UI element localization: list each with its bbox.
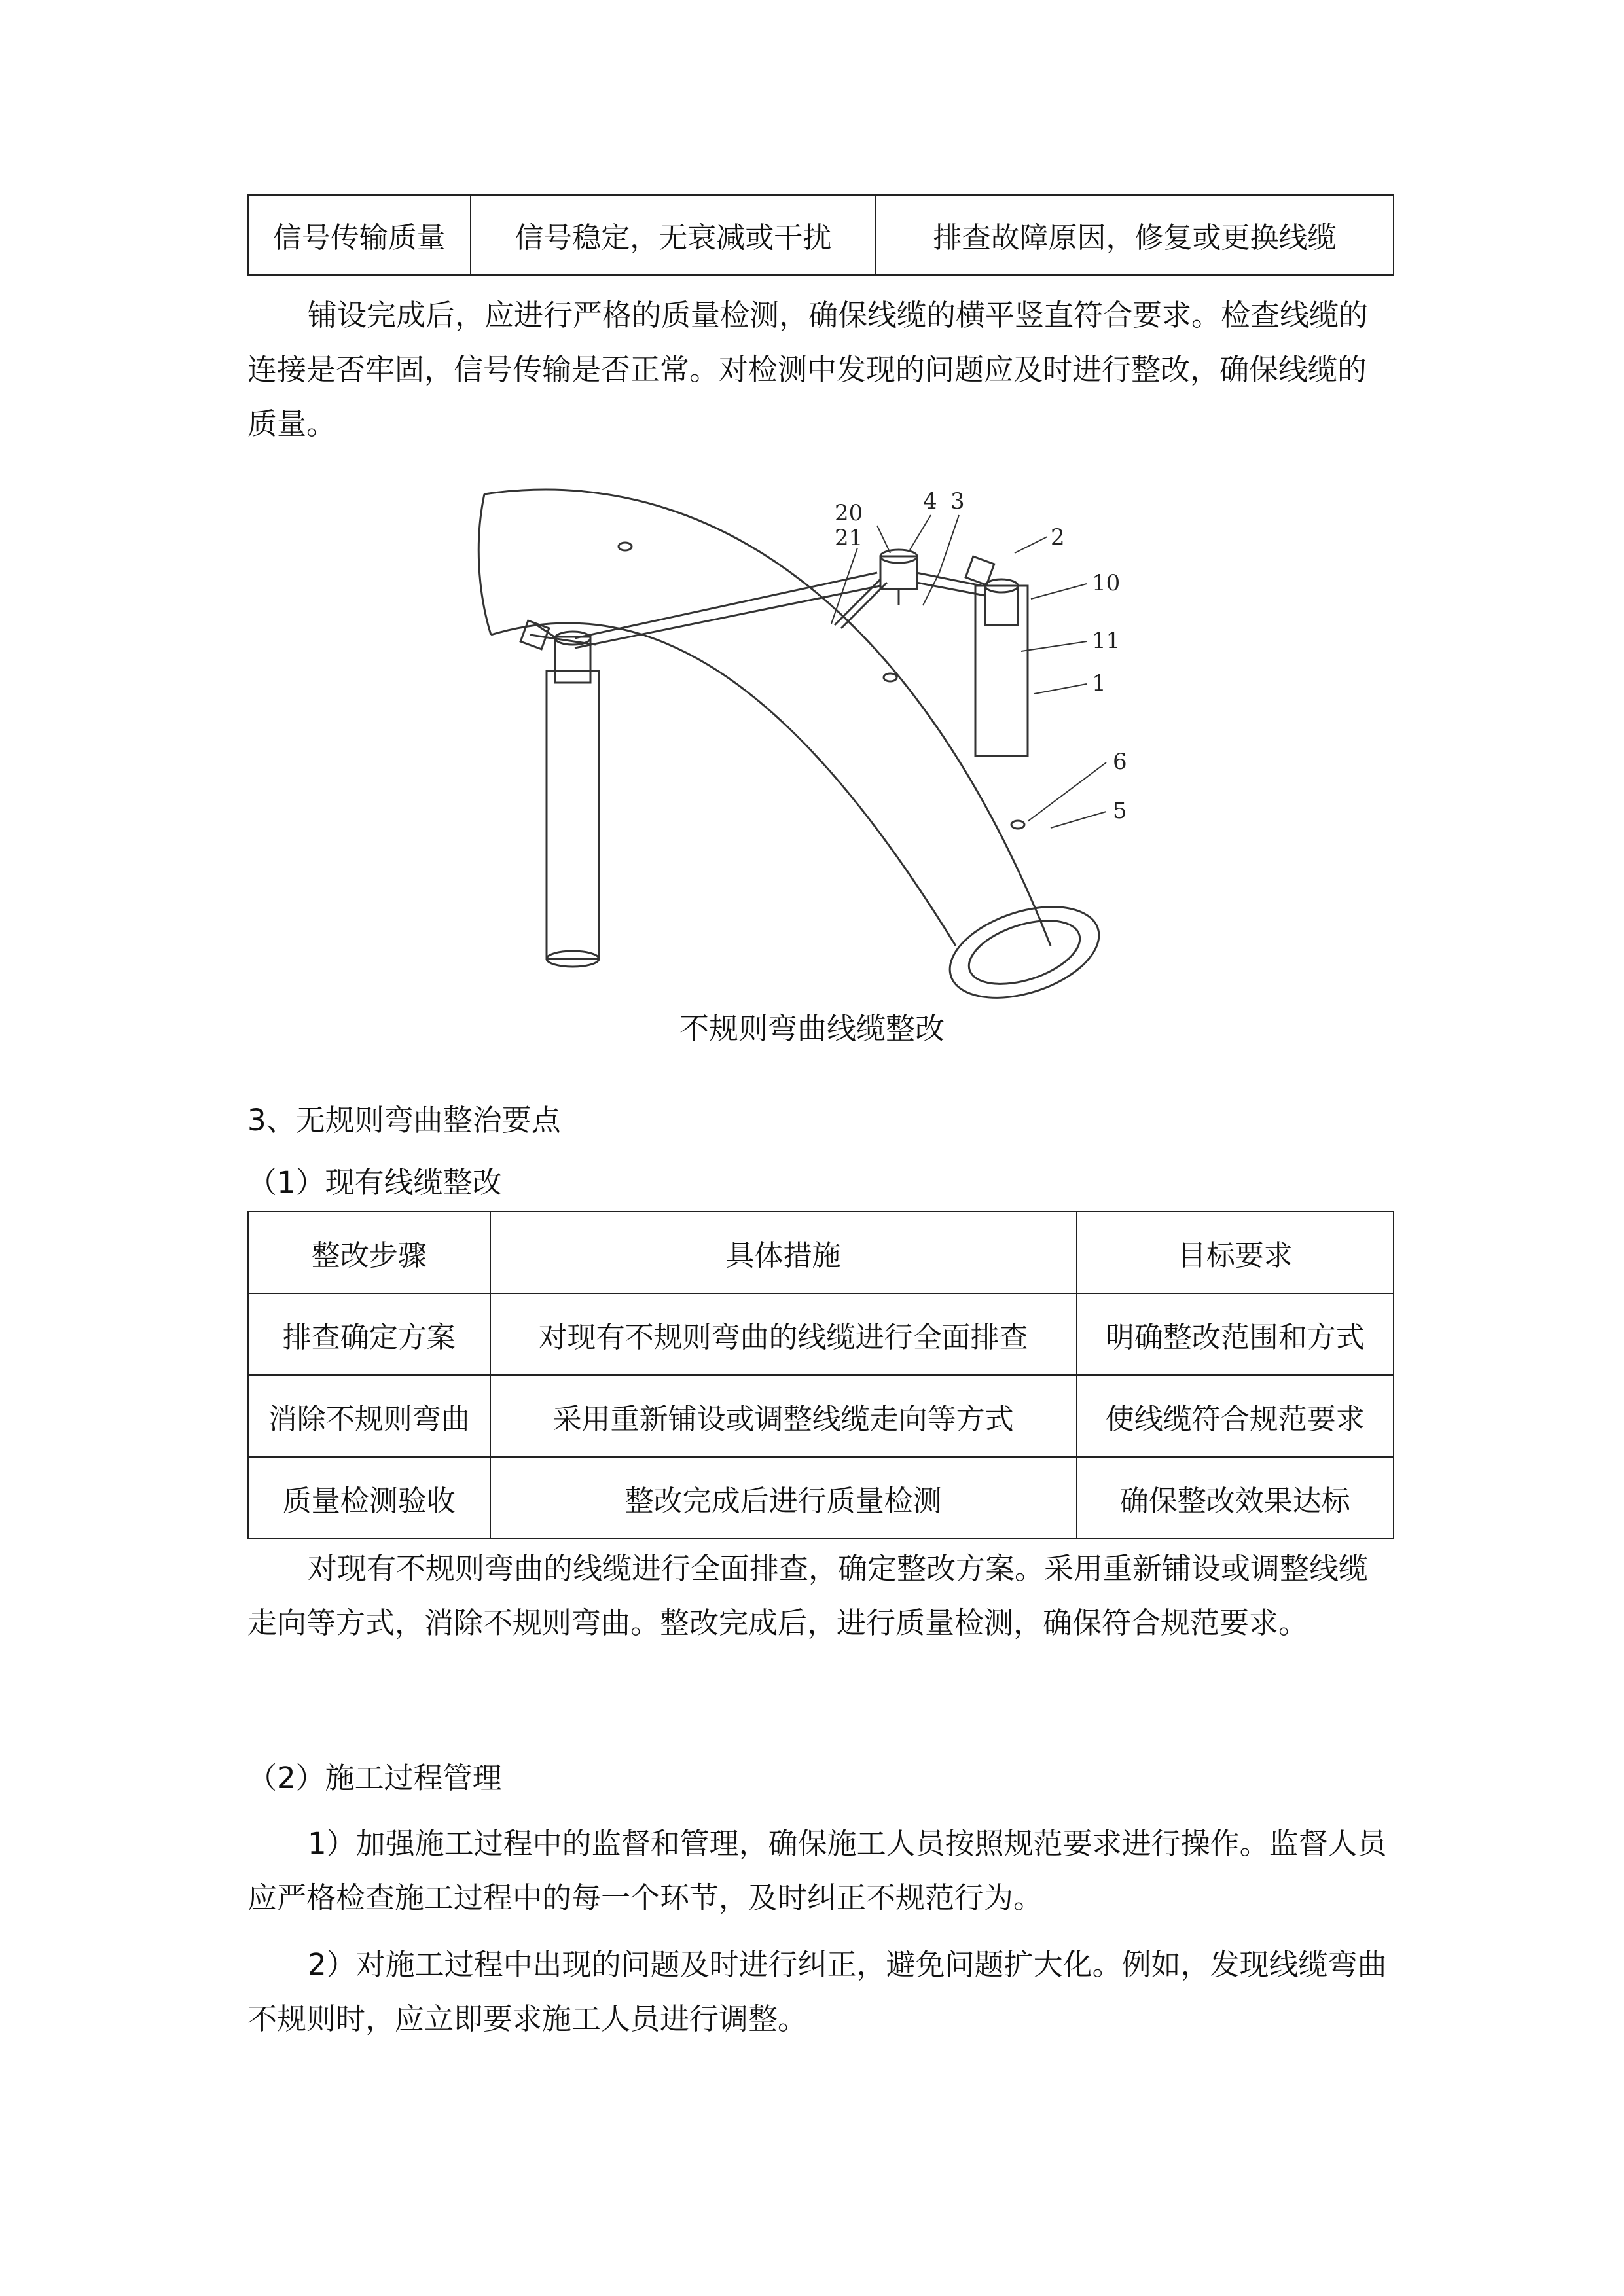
table-row [248, 195, 1394, 275]
table-row [248, 1375, 1394, 1457]
label-5: 5 [1113, 798, 1127, 824]
label-1: 1 [1092, 670, 1106, 696]
table-header-cell: 目标要求 [1077, 1211, 1394, 1293]
label-10: 10 [1092, 570, 1121, 596]
cable-outer-edge [484, 490, 1051, 946]
table-header-cell: 整改步骤 [248, 1211, 490, 1293]
table-cell: 消除不规则弯曲 [248, 1375, 490, 1457]
table-cell: 明确整改范围和方式 [1077, 1293, 1394, 1375]
quality-table [247, 194, 1394, 276]
paragraph-correction: 2）对施工过程中出现的问题及时进行纠正，避免问题扩大化。例如，发现线缆弯曲不规则时，应立即要求施工人员进行调整。 [247, 1947, 1387, 2036]
table-cell: 排查确定方案 [248, 1293, 490, 1375]
label-20: 20 [835, 500, 863, 526]
label-21: 21 [835, 525, 863, 551]
table-cell: 排查故障原因，修复或更换线缆 [876, 195, 1394, 275]
table-cell: 使线缆符合规范要求 [1077, 1375, 1394, 1457]
hole-marker [1011, 821, 1024, 829]
table-cell: 整改完成后进行质量检测 [490, 1457, 1077, 1539]
label-6: 6 [1113, 749, 1127, 775]
cable-end-outer [939, 890, 1111, 1015]
cable-rectification-diagram [458, 475, 1178, 1018]
table-row [248, 1457, 1394, 1539]
table-cell: 采用重新铺设或调整线缆走向等方式 [490, 1375, 1077, 1457]
table-cell: 确保整改效果达标 [1077, 1457, 1394, 1539]
label-11: 11 [1092, 628, 1121, 654]
hole-marker [884, 673, 897, 681]
section-heading: 3、无规则弯曲整治要点 [247, 1103, 561, 1138]
linkage-arm [835, 579, 880, 625]
label-2: 2 [1051, 524, 1065, 550]
subheading-construction-management: （2）施工过程管理 [247, 1761, 502, 1795]
rectification-table [247, 1211, 1394, 1539]
linkage-arm [575, 586, 880, 648]
table-header-cell: 具体措施 [490, 1211, 1077, 1293]
table-cell: 信号稳定，无衰减或干扰 [471, 195, 876, 275]
table-cell: 信号传输质量 [248, 195, 471, 275]
label-3: 3 [950, 488, 965, 514]
cable-end-left [478, 494, 491, 635]
figure-labels [835, 488, 1127, 824]
paragraph-quality-inspection: 铺设完成后，应进行严格的质量检测，确保线缆的横平竖直符合要求。检查线缆的连接是否牢固，信号传输是否正常。对检测中发现的问题应及时进行整改，确保线缆的质量。 [247, 298, 1369, 441]
subheading-existing-cable: （1）现有线缆整改 [247, 1165, 502, 1200]
table-header-row [248, 1211, 1394, 1293]
label-4: 4 [923, 488, 937, 514]
support-post-right [975, 586, 1028, 756]
paragraph-rectification: 对现有不规则弯曲的线缆进行全面排查，确定整改方案。采用重新铺设或调整线缆走向等方式，消除不规则弯曲。整改完成后，进行质量检测，确保符合规范要求。 [247, 1551, 1369, 1640]
figure-caption: 不规则弯曲线缆整改 [679, 1011, 945, 1046]
cable-end-inner [961, 908, 1087, 996]
support-post-left [547, 671, 599, 959]
table-cell: 对现有不规则弯曲的线缆进行全面排查 [490, 1293, 1077, 1375]
hole-marker [619, 543, 632, 550]
table-cell: 质量检测验收 [248, 1457, 490, 1539]
table-row [248, 1293, 1394, 1375]
paragraph-supervision: 1）加强施工过程中的监督和管理，确保施工人员按照规范要求进行操作。监督人员应严格检查施工过程中的每一个环节，及时纠正不规范行为。 [247, 1826, 1387, 1915]
